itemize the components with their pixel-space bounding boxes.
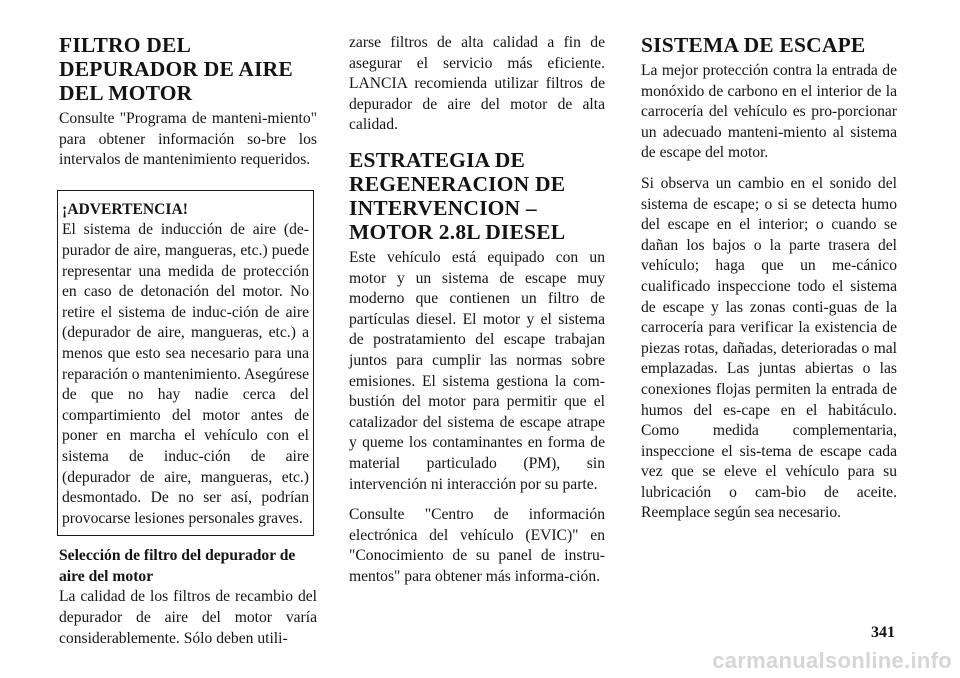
page-number: 341 bbox=[871, 624, 895, 641]
continuation-paragraph: zarse filtros de alta calidad a fin de asegurar el servicio más eficiente. LANCIA recomienda utilizar filtros de depurador de aire del motor de alta calidad. bbox=[349, 34, 605, 134]
warning-body: El sistema de inducción de aire (de-purador de aire, mangueras, etc.) puede representar una medida de protección en caso de detonación del motor. No retire el sistema de induc-ción de aire (depurador de aire, mangueras, etc.) a menos que esto sea necesario para una reparación o mantenimiento. Asegúrese de que no hay nadie cerca del compartimiento del motor antes de poner en marcha el vehículo con el sistema de induc-ción de aire (depurador de aire, mangueras, etc.) desmontado. De no ser así, podrían provocarse lesiones personales graves. bbox=[62, 221, 309, 527]
column-middle bbox=[349, 33, 605, 587]
section-heading-regeneration: ESTRATEGIA DE REGENERACION DE INTERVENCION – MOTOR 2.8L DIESEL bbox=[349, 147, 566, 244]
regeneration-paragraph-1: Este vehículo está equipado con un motor y un sistema de escape muy moderno que contienen un filtro de partículas diesel. El motor y el sistema de postratamiento del escape trabajan juntos para cumplir las normas sobre emisiones. El sistema gestiona la com-bustión del motor para permitir que el catalizador del sistema de escape atrape y queme los contaminantes en forma de material particulado (PM), sin intervención ni interacción por su parte. bbox=[349, 248, 605, 493]
intro-paragraph: Consulte "Programa de manteni-miento" para obtener información so-bre los intervalos de mantenimiento requeridos. bbox=[59, 110, 317, 169]
subheading-filter-selection: Selección de filtro del depurador de aire del motor bbox=[59, 547, 296, 585]
watermark: carmanualsonline.info bbox=[712, 648, 952, 673]
exhaust-paragraph-1: La mejor protección contra la entrada de monóxido de carbono en el interior de la carrocería del vehículo es pro-porcionar un adecuado manteni-miento al sistema de escape del motor. bbox=[641, 62, 897, 162]
warning-box bbox=[57, 190, 314, 537]
filter-selection-paragraph: La calidad de los filtros de recambio del depurador de aire del motor varía considerablemente. Sólo deben utili- bbox=[59, 588, 317, 647]
regeneration-paragraph-2: Consulte "Centro de información electrónica del vehículo (EVIC)" en "Conocimiento de su panel de instru-mentos" para obtener más informa-ción. bbox=[349, 506, 605, 585]
exhaust-paragraph-2: Si observa un cambio en el sonido del sistema de escape; o si se detecta humo del escape en el interior; o cuando se dañan los bajos o la parte trasera del vehículo; haga que un me-cánico cualificado inspeccione todo el sistema de escape y las zonas conti-guas de la carrocería para verificar la existencia de piezas rotas, dañadas, deterioradas o mal emplazadas. Las juntas abiertas o las conexiones flojas permiten la entrada de humos del es-cape en el habitáculo. Como medida complementaria, inspeccione el sis-tema de escape cada vez que se eleve el vehículo para su lubricación o cam-bio de aceite. Reemplace según sea necesario. bbox=[641, 174, 897, 522]
warning-title: ¡ADVERTENCIA! bbox=[62, 200, 188, 218]
section-heading-exhaust: SISTEMA DE ESCAPE bbox=[641, 33, 866, 57]
section-heading-air-filter: FILTRO DEL DEPURADOR DE AIRE DEL MOTOR bbox=[59, 33, 293, 105]
column-right bbox=[641, 33, 897, 524]
column-left bbox=[59, 33, 317, 649]
